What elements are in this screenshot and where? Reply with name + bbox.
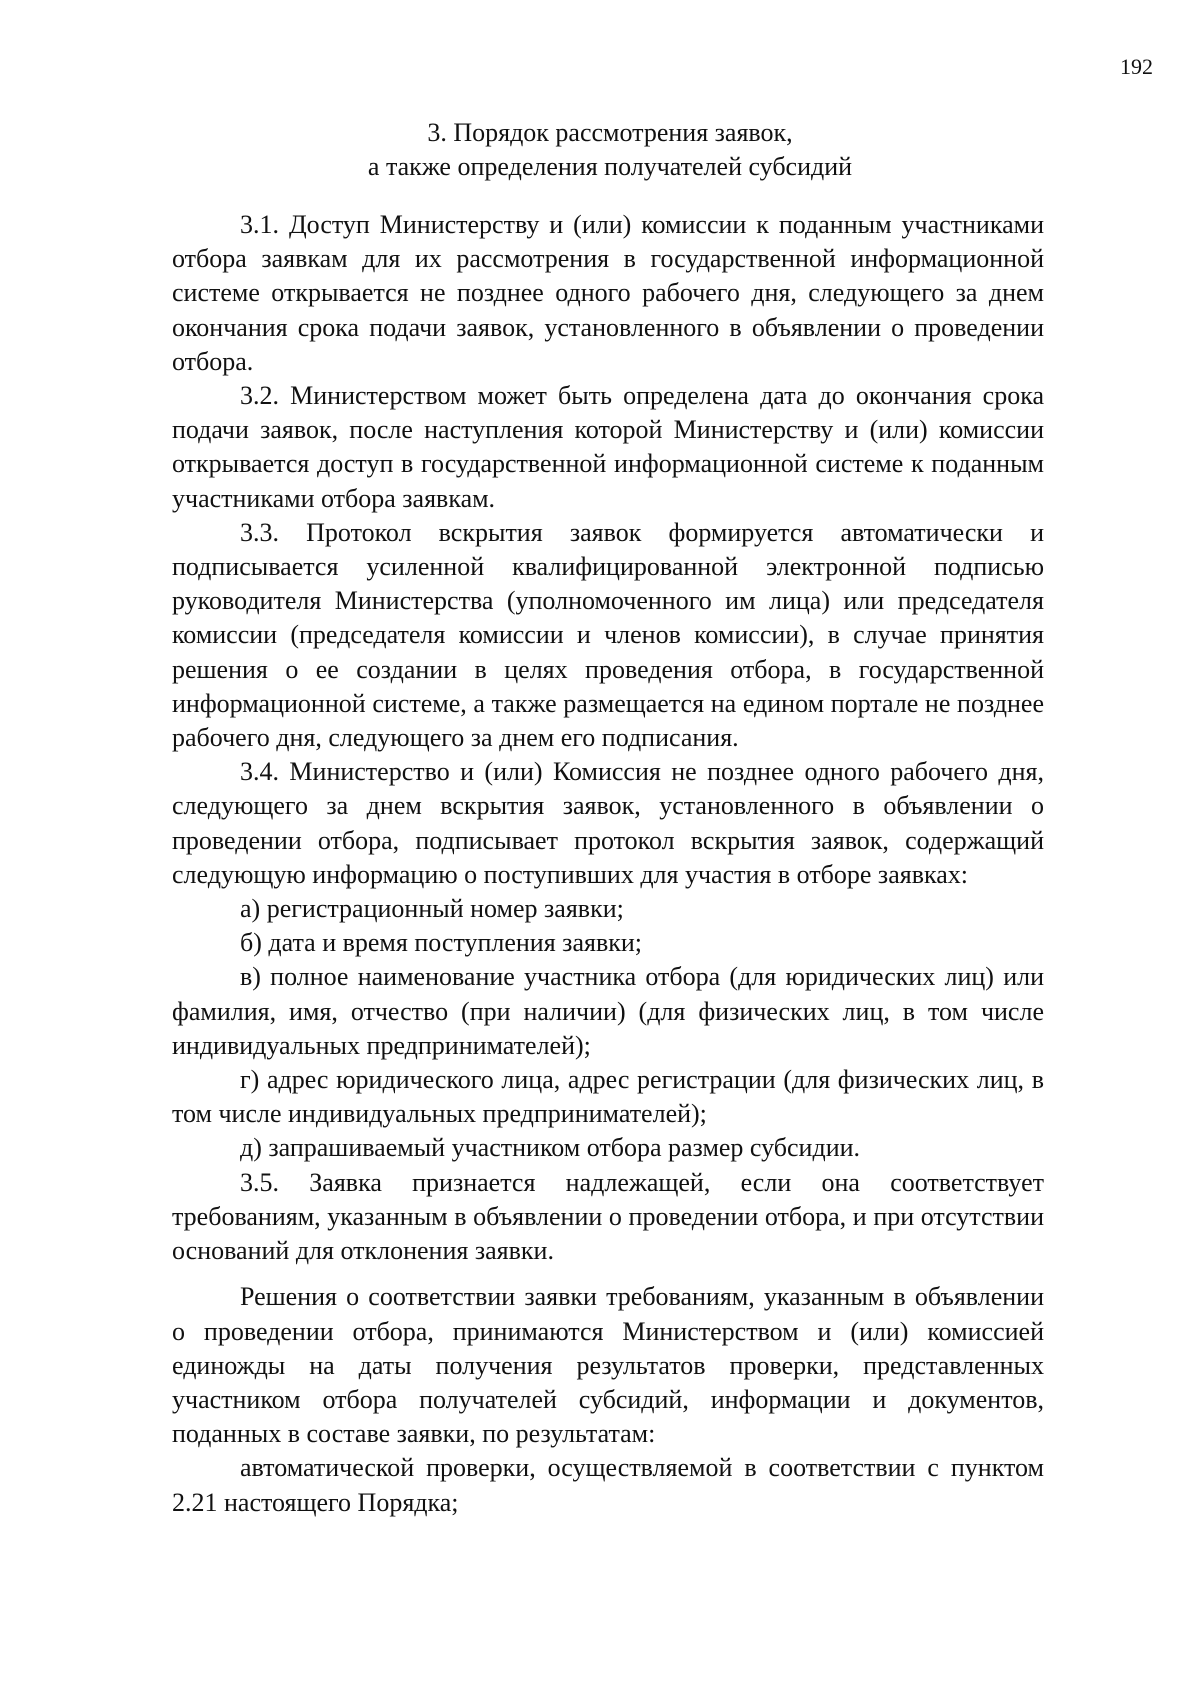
page-number: 192 <box>1120 54 1153 79</box>
section-title <box>160 116 1060 184</box>
list-item-a: а) регистрационный номер заявки; <box>240 894 624 924</box>
paragraph-decisions: Решения о соответствии заявки требованиям, указанным в объявлении о проведении отбора, принимаются Министерством и (или) комиссией единожды на даты получения результатов проверки, представленных участником отбора получателей субсидий, информации и документов, поданных в составе заявки, по результатам: <box>172 1282 1044 1449</box>
paragraph-3-2: 3.2. Министерством может быть определена дата до окончания срока подачи заявок, после наступления которой Министерству и (или) комиссии открывается доступ в государственной информационной системе к поданным участниками отбора заявкам. <box>172 381 1044 513</box>
section-title-line-2: а также определения получателей субсидий <box>367 152 853 181</box>
list-item-v: в) полное наименование участника отбора (для юридических лиц) или фамилия, имя, отчество (при наличии) (для физических лиц, в том числе индивидуальных предпринимателей); <box>172 962 1044 1060</box>
list-item-b: б) дата и время поступления заявки; <box>240 928 642 958</box>
document-body <box>172 208 1044 1520</box>
paragraph-3-3: 3.3. Протокол вскрытия заявок формируется автоматически и подписывается усиленной квалифицированной электронной подписью руководителя Министерства (уполномоченного им лица) или председателя комиссии (председателя комиссии и членов комиссии), в случае принятия решения о ее создании в целях проведения отбора, в государственной информационной системе, а также размещается на едином портале не позднее рабочего дня, следующего за днем его подписания. <box>172 517 1044 753</box>
paragraph-3-4: 3.4. Министерство и (или) Комиссия не позднее одного рабочего дня, следующего за днем вскрытия заявок, установленного в объявлении о проведении отбора, подписывает протокол вскрытия заявок, содержащий следующую информацию о поступивших для участия в отборе заявках: <box>172 757 1044 889</box>
section-title-line-1: 3. Порядок рассмотрения заявок, <box>427 118 793 147</box>
list-item-d: д) запрашиваемый участником отбора размер субсидии. <box>240 1133 861 1163</box>
paragraph-3-1: 3.1. Доступ Министерству и (или) комиссии к поданным участниками отбора заявкам для их рассмотрения в государственной информационной системе открывается не позднее одного рабочего дня, следующего за днем окончания срока подачи заявок, установленного в объявлении о проведении отбора. <box>172 210 1044 376</box>
list-item-g: г) адрес юридического лица, адрес регистрации (для физических лиц, в том числе индивидуальных предпринимателей); <box>172 1065 1044 1129</box>
paragraph-automatic-check: автоматической проверки, осуществляемой в соответствии с пунктом 2.21 настоящего Порядка; <box>172 1453 1044 1517</box>
paragraph-3-5: 3.5. Заявка признается надлежащей, если она соответствует требованиям, указанным в объявлении о проведении отбора, и при отсутствии оснований для отклонения заявки. <box>172 1167 1044 1266</box>
